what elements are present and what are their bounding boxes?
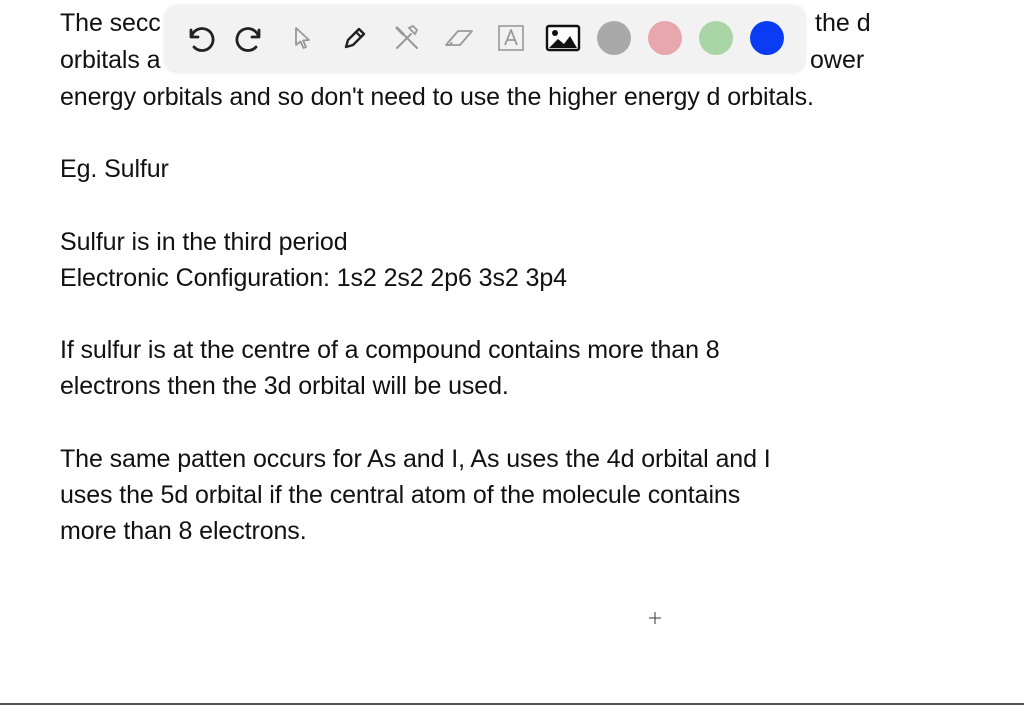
image-tool-button[interactable] — [545, 20, 581, 56]
text-line-3: energy orbitals and so don't need to use the higher energy d orbitals. — [60, 83, 814, 111]
text-box-icon — [496, 23, 526, 53]
text-tool-button[interactable] — [493, 20, 529, 56]
centre-text-line-2: electrons then the 3d orbital will be used. — [60, 372, 509, 400]
electronic-configuration-text: Electronic Configuration: 1s2 2s2 2p6 3s2 3p4 — [60, 264, 567, 292]
redo-icon — [234, 21, 268, 55]
color-swatch-gray[interactable] — [597, 21, 631, 55]
pattern-text-line-3: more than 8 electrons. — [60, 517, 307, 545]
eraser-tool-button[interactable] — [441, 20, 477, 56]
color-swatch-blue[interactable] — [750, 21, 784, 55]
undo-button[interactable] — [181, 20, 217, 56]
tools-button[interactable] — [389, 20, 425, 56]
tools-icon — [391, 22, 423, 54]
text-line-1-right: the d — [815, 9, 871, 37]
text-line-1-left: The secc — [60, 9, 161, 37]
drawing-toolbar — [165, 5, 805, 71]
select-pointer-icon — [288, 23, 318, 53]
text-line-2-left: orbitals a — [60, 46, 161, 74]
select-tool-button[interactable] — [285, 20, 321, 56]
pattern-text-line-1: The same patten occurs for As and I, As uses the 4d orbital and I — [60, 445, 771, 473]
centre-text-line-1: If sulfur is at the centre of a compound contains more than 8 — [60, 336, 720, 364]
text-line-2-right: ower — [810, 46, 865, 74]
crosshair-cursor-icon — [649, 612, 661, 624]
image-icon — [545, 23, 581, 53]
pen-icon — [339, 22, 371, 54]
example-heading: Eg. Sulfur — [60, 155, 169, 183]
eraser-icon — [442, 23, 476, 53]
bottom-divider — [0, 703, 1024, 705]
color-swatch-pink[interactable] — [648, 21, 682, 55]
pattern-text-line-2: uses the 5d orbital if the central atom of the molecule contains — [60, 481, 741, 509]
sulfur-period-text: Sulfur is in the third period — [60, 228, 348, 256]
pen-tool-button[interactable] — [337, 20, 373, 56]
redo-button[interactable] — [233, 20, 269, 56]
color-swatch-green[interactable] — [699, 21, 733, 55]
undo-icon — [182, 21, 216, 55]
